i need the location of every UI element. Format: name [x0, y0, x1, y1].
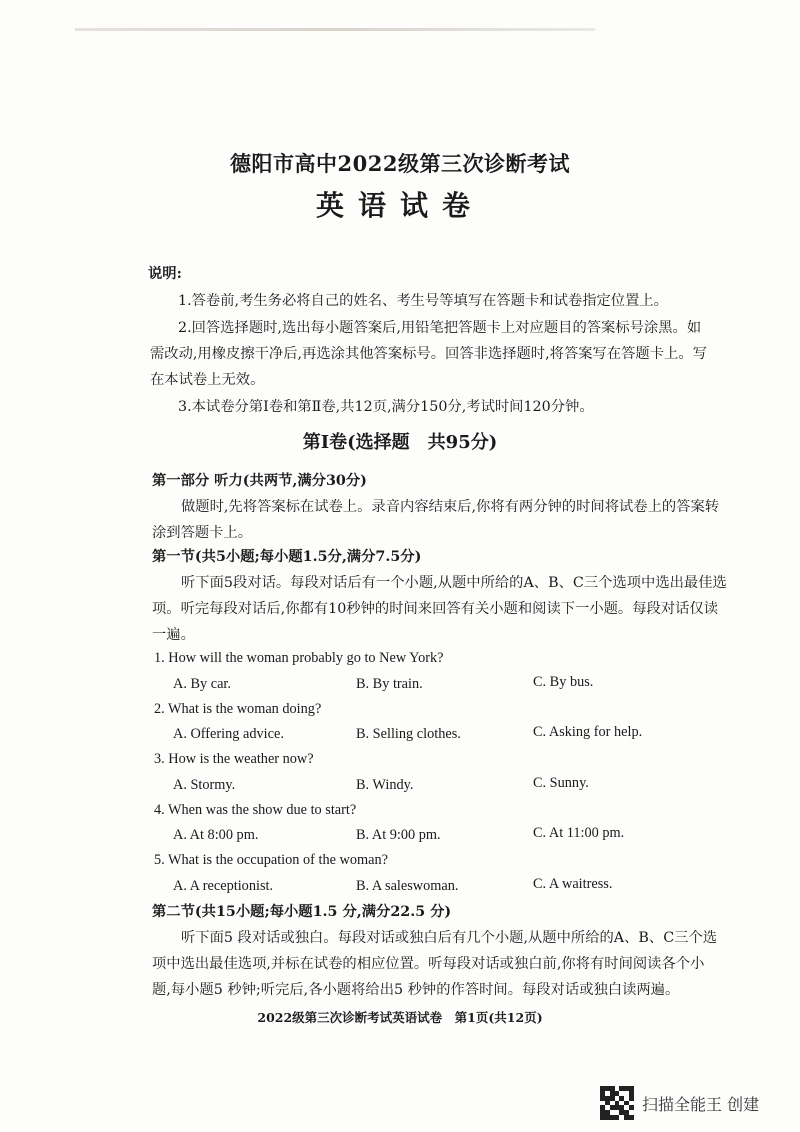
- instructions-heading: 说明:: [148, 266, 182, 282]
- question-5: 5. What is the occupation of the woman?: [154, 852, 388, 868]
- question-1: 1. How will the woman probably go to New York?: [154, 650, 444, 666]
- scan-edge-line: [75, 28, 595, 31]
- instruction-1: 1.答卷前,考生务必将自己的姓名、考生号等填写在答题卡和试卷指定位置上。: [178, 293, 668, 309]
- watermark-label: 扫描全能王 创建: [642, 1094, 760, 1114]
- question-5-option-c: C. A waitress.: [533, 876, 613, 892]
- section1-desc-line2: 项。听完每段对话后,你都有10秒钟的时间来回答有关小题和阅读下一小题。每段对话仅读: [152, 601, 719, 617]
- question-3-option-b: B. Windy.: [356, 777, 414, 793]
- question-5-option-a: A. A receptionist.: [173, 878, 274, 894]
- part1-desc-line1: 做题时,先将答案标在试卷上。录音内容结束后,你将有两分钟的时间将试卷上的答案转: [181, 499, 720, 515]
- question-5-option-b: B. A saleswoman.: [356, 878, 459, 894]
- instruction-2-line2: 需改动,用橡皮擦干净后,再选涂其他答案标号。回答非选择题时,将答案写在答题卡上。写: [150, 346, 707, 362]
- section2-desc-line3: 题,每小题5 秒钟;听完后,各小题将给出5 秒钟的作答时间。每段对话或独白读两遍。: [152, 982, 680, 998]
- question-3-option-a: A. Stormy.: [173, 777, 236, 793]
- part1-heading: 第一部分 听力(共两节,满分30分): [152, 473, 367, 489]
- instruction-3: 3.本试卷分第Ⅰ卷和第Ⅱ卷,共12页,满分150分,考试时间120分钟。: [178, 399, 594, 415]
- section1-desc-line3: 一遍。: [152, 627, 195, 643]
- subject-title: 英语试卷: [315, 189, 484, 222]
- section1-desc-line1: 听下面5段对话。每段对话后有一个小题,从题中所给的A、B、C三个选项中选出最佳选: [181, 575, 727, 591]
- question-4: 4. When was the show due to start?: [154, 802, 357, 818]
- question-2-option-a: A. Offering advice.: [173, 726, 284, 742]
- exam-title: 德阳市高中2022级第三次诊断考试: [230, 151, 570, 176]
- section2-heading: 第二节(共15小题;每小题1.5 分,满分22.5 分): [152, 904, 452, 920]
- qr-code-icon: [600, 1086, 634, 1120]
- question-1-option-a: A. By car.: [173, 676, 231, 692]
- part1-desc-line2: 涂到答题卡上。: [152, 525, 253, 541]
- question-3: 3. How is the weather now?: [154, 751, 314, 767]
- question-2-option-c: C. Asking for help.: [533, 724, 643, 740]
- question-4-option-a: A. At 8:00 pm.: [173, 827, 259, 843]
- question-4-option-b: B. At 9:00 pm.: [356, 827, 441, 843]
- question-2-option-b: B. Selling clothes.: [356, 726, 461, 742]
- question-2: 2. What is the woman doing?: [154, 701, 322, 717]
- question-1-option-b: B. By train.: [356, 676, 423, 692]
- section1-heading: 第一节(共5小题;每小题1.5分,满分7.5分): [152, 549, 422, 565]
- question-3-option-c: C. Sunny.: [533, 775, 589, 791]
- volume1-title: 第Ⅰ卷(选择题 共95分): [302, 432, 498, 453]
- question-1-option-c: C. By bus.: [533, 674, 594, 690]
- scanner-watermark: [600, 1087, 759, 1119]
- question-4-option-c: C. At 11:00 pm.: [533, 825, 625, 841]
- instruction-2-line3: 在本试卷上无效。: [150, 372, 265, 388]
- instruction-2-line1: 2.回答选择题时,选出每小题答案后,用铅笔把答题卡上对应题目的答案标号涂黑。如: [178, 320, 702, 336]
- section2-desc-line2: 项中选出最佳选项,并标在试卷的相应位置。听每段对话或独白前,你将有时间阅读各个小: [152, 956, 705, 972]
- page-footer: 2022级第三次诊断考试英语试卷 第1页(共12页): [257, 1010, 543, 1025]
- section2-desc-line1: 听下面5 段对话或独白。每段对话或独白后有几个小题,从题中所给的A、B、C三个选: [181, 930, 718, 946]
